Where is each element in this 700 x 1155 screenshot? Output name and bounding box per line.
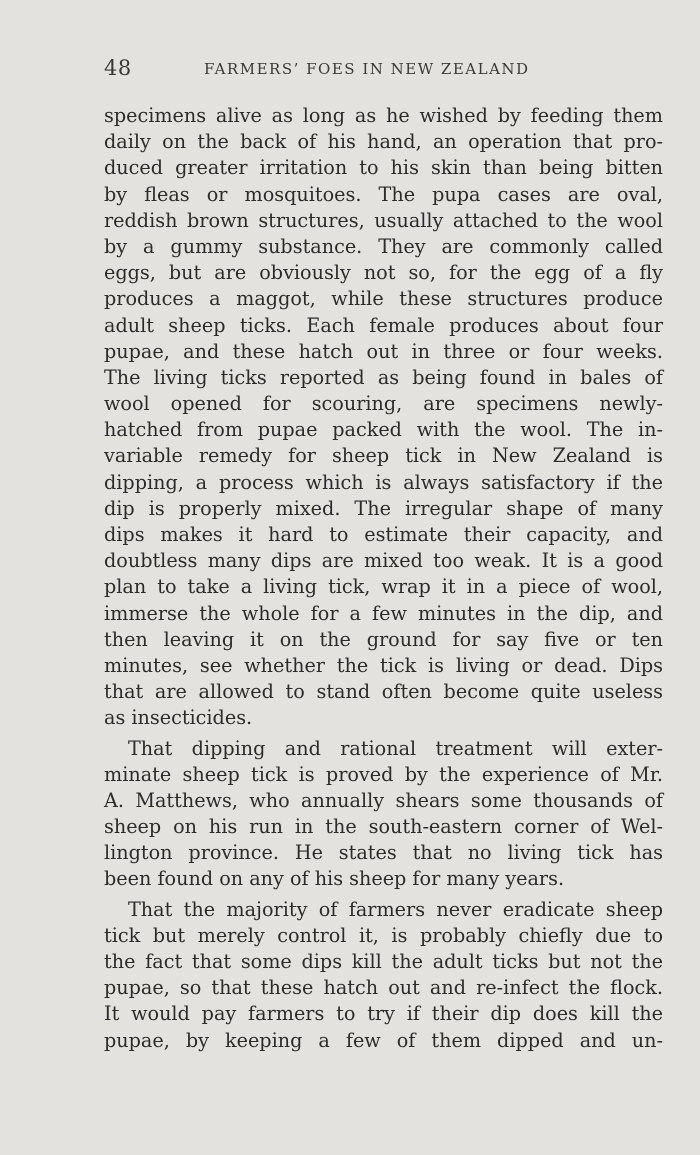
text-line: It would pay farmers to try if their dip does kill the	[104, 1002, 663, 1026]
text-line: plan to take a living tick, wrap it in a piece of wool,	[104, 575, 663, 599]
text-line: pupae, so that these hatch out and re-infect the flock.	[104, 976, 663, 1000]
text-line: wool opened for scouring, are specimens newly-	[104, 392, 663, 416]
text-line: by a gummy substance. They are commonly called	[104, 234, 663, 258]
text-line: minate sheep tick is proved by the experience of Mr.	[104, 762, 663, 786]
paragraph-1	[104, 103, 663, 732]
text-line: sheep on his run in the south-eastern corner of Wel-	[104, 815, 663, 839]
text-line: duced greater irritation to his skin than being bitten	[104, 156, 663, 180]
text-line: doubtless many dips are mixed too weak. It is a good	[104, 549, 663, 573]
text-line: the fact that some dips kill the adult ticks but not the	[104, 950, 663, 973]
text-line: that are allowed to stand often become quite useless	[104, 680, 663, 704]
text-line: been found on any of his sheep for many years.	[104, 867, 565, 891]
text-line: pupae, by keeping a few of them dipped and un-	[104, 1028, 663, 1052]
text-line: reddish brown structures, usually attached to the wool	[104, 208, 663, 232]
text-line: daily on the back of his hand, an operation that pro-	[104, 130, 663, 154]
paragraph-2	[104, 736, 663, 893]
text-line: eggs, but are obviously not so, for the egg of a fly	[104, 261, 663, 285]
text-line: dipping, a process which is always satisfactory if the	[104, 470, 663, 494]
text-line: The living ticks reported as being found in bales of	[104, 365, 663, 389]
paragraph-3	[104, 897, 663, 1054]
text-line: tick but merely control it, is probably chiefly due to	[104, 923, 663, 947]
text-line: A. Matthews, who annually shears some thousands of	[104, 788, 663, 812]
text-line: adult sheep ticks. Each female produces about four	[104, 313, 663, 337]
text-line: then leaving it on the ground for say five or ten	[104, 627, 663, 651]
text-line: immerse the whole for a few minutes in the dip, and	[104, 601, 663, 625]
text-line: That the majority of farmers never eradicate sheep	[128, 897, 663, 921]
text-line: variable remedy for sheep tick in New Zealand is	[104, 444, 663, 468]
text-line: hatched from pupae packed with the wool. The in-	[104, 418, 663, 442]
text-line: pupae, and these hatch out in three or four weeks.	[104, 339, 663, 363]
page-number: 48	[104, 56, 132, 80]
text-line: minutes, see whether the tick is living or dead. Dips	[104, 653, 663, 677]
text-line: specimens alive as long as he wished by feeding them	[104, 104, 663, 127]
running-title: FARMERS’ FOES IN NEW ZEALAND	[204, 60, 530, 78]
body-text	[104, 103, 663, 1054]
text-line: by fleas or mosquitoes. The pupa cases are oval,	[104, 182, 663, 206]
text-line: dip is properly mixed. The irregular shape of many	[104, 496, 663, 520]
text-line: produces a maggot, while these structures produce	[104, 287, 663, 311]
text-line: dips makes it hard to estimate their capacity, and	[104, 523, 663, 546]
text-line: as insecticides.	[104, 706, 253, 730]
text-line: lington province. He states that no living tick has	[104, 841, 663, 865]
text-line: That dipping and rational treatment will exter-	[128, 736, 663, 760]
